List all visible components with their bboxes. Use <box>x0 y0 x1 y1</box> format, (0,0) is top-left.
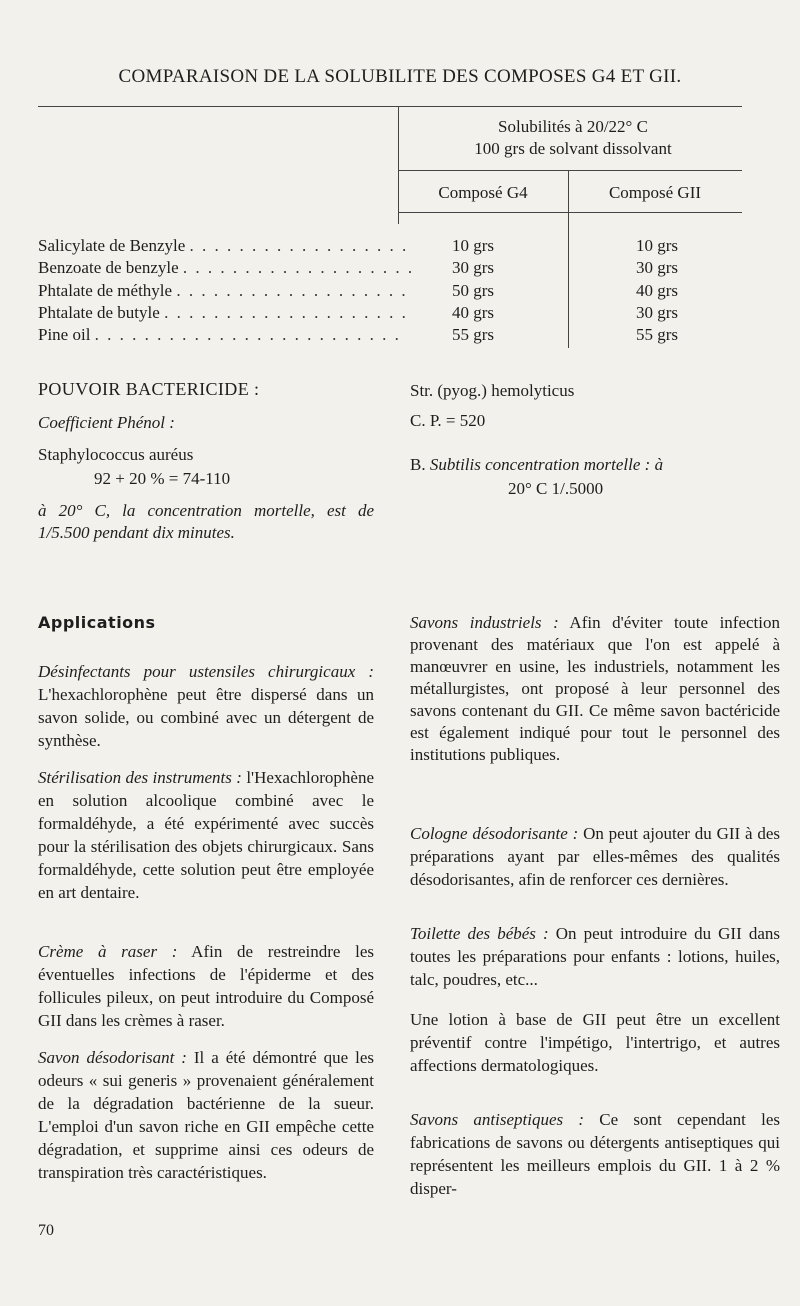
subtilis-value: 20° C 1/.5000 <box>508 479 604 498</box>
table-row-label: Benzoate de benzyle . . . . . . . . . . . . . . . . . . . <box>38 258 415 277</box>
application-right-2: Toilette des bébés : On peut introduire du GII dans toutes les préparations pour enfants : lotions, huiles, talc, poudres, etc... <box>410 924 780 989</box>
application-right-1: Cologne désodorisante : On peut ajouter du GII à des préparations ayant par elles-mêmes des qualités désodorisantes, afin de renforcer ces dernières. <box>410 824 780 889</box>
solubility-heading <box>398 116 748 160</box>
application-left-3: Savon désodorisant : Il a été démontré que les odeurs « sui generis » provenaient généralement de la dégradation bactérienne de la sueur. L'emploi d'un savon riche en GII empêche cette dégradation, et supprime ainsi ces odeurs de transpiration très caractéristiques. <box>38 1048 375 1182</box>
cell-g4: 50 grs <box>452 281 495 300</box>
application-right-3: Une lotion à base de GII peut être un excellent préventif contre l'impétigo, l'intertrigo, et autres affections dermatologiques. <box>410 1010 780 1075</box>
streptococcus-label: Str. (pyog.) hemolyticus <box>410 381 575 400</box>
subtilis-prefix: B. <box>410 455 430 474</box>
application-left-2: Crème à raser : Afin de restreindre les éventuelles infections de l'épiderme et des follicules pileux, on peut introduire du Composé GII dans les crèmes à raser. <box>38 942 374 1030</box>
cell-g4: 55 grs <box>452 325 495 344</box>
application-right-4: Savons antiseptiques : Ce sont cependant les fabrications de savons ou détergents antiseptiques qui représentent les meilleurs emplois du GII. 1 à 2 % disper- <box>410 1110 781 1198</box>
table-row-label: Pine oil . . . . . . . . . . . . . . . . . . . . . . . . . <box>38 325 401 344</box>
application-left-0: Désinfectants pour ustensiles chirurgicaux : L'hexachlorophène peut être dispersé dans un savon solide, ou combiné avec un détergent de synthèse. <box>38 662 374 750</box>
subheader-rule <box>398 170 742 171</box>
cell-gii: 10 grs <box>636 236 679 255</box>
column-header-g4: Composé G4 <box>438 183 528 202</box>
staphylococcus-note: à 20° C, la concentration mortelle, est de 1/5.500 pendant dix minutes. <box>38 501 374 542</box>
staphylococcus-value: 92 + 20 % = 74-110 <box>94 469 231 488</box>
table-header-rule <box>398 212 742 213</box>
application-right-0: Savons industriels : Afin d'éviter toute infection provenant des matériaux que l'on est appelé à manœuvrer en usine, les industriels, notamment les métallurgistes, ont proposé à leur personnel des savons contenant du GII. Ce même savon bactéricide est également indiqué pour tout le personnel des institutions publiques. <box>410 613 781 764</box>
table-row-label: Salicylate de Benzyle . . . . . . . . . . . . . . . . . . <box>38 236 409 255</box>
cell-g4: 40 grs <box>452 303 495 322</box>
cell-gii: 55 grs <box>636 325 679 344</box>
column-header-gii: Composé GII <box>608 183 702 202</box>
application-left-1: Stérilisation des instruments : l'Hexachlorophène en solution alcoolique combiné avec le formaldéhyde, a été expérimenté avec succès pour la stérilisation des objets chirurgicaux. Sans formaldéhyde, cette solution peut être employée en art dentaire. <box>38 768 374 902</box>
cell-gii: 30 grs <box>636 258 679 277</box>
cell-gii: 40 grs <box>636 281 679 300</box>
streptococcus-value: C. P. = 520 <box>410 411 486 430</box>
applications-heading: Applications <box>38 613 156 632</box>
phenol-coefficient-label: Coefficient Phénol : <box>38 413 175 432</box>
page-title: COMPARAISON DE LA SOLUBILITE DES COMPOSES G4 ET GII. <box>118 66 682 87</box>
cell-g4: 30 grs <box>452 258 495 277</box>
bactericide-heading: POUVOIR BACTERICIDE : <box>38 379 260 399</box>
solubility-heading-line1: Solubilités à 20/22° C <box>498 117 648 136</box>
cell-g4: 10 grs <box>452 236 495 255</box>
solubility-heading-line2: 100 grs de solvant dissolvant <box>474 139 672 158</box>
table-row-label: Phtalate de méthyle . . . . . . . . . . . . . . . . . . . <box>38 281 408 300</box>
table-top-rule <box>38 106 742 107</box>
staphylococcus-label: Staphylococcus auréus <box>38 445 194 464</box>
cell-gii: 30 grs <box>636 303 679 322</box>
subtilis-line <box>410 454 780 476</box>
subtilis-label: Subtilis concentration mortelle : à <box>429 455 664 474</box>
table-row-label: Phtalate de butyle . . . . . . . . . . . . . . . . . . . . <box>38 303 408 322</box>
page-number: 70 <box>38 1222 54 1239</box>
